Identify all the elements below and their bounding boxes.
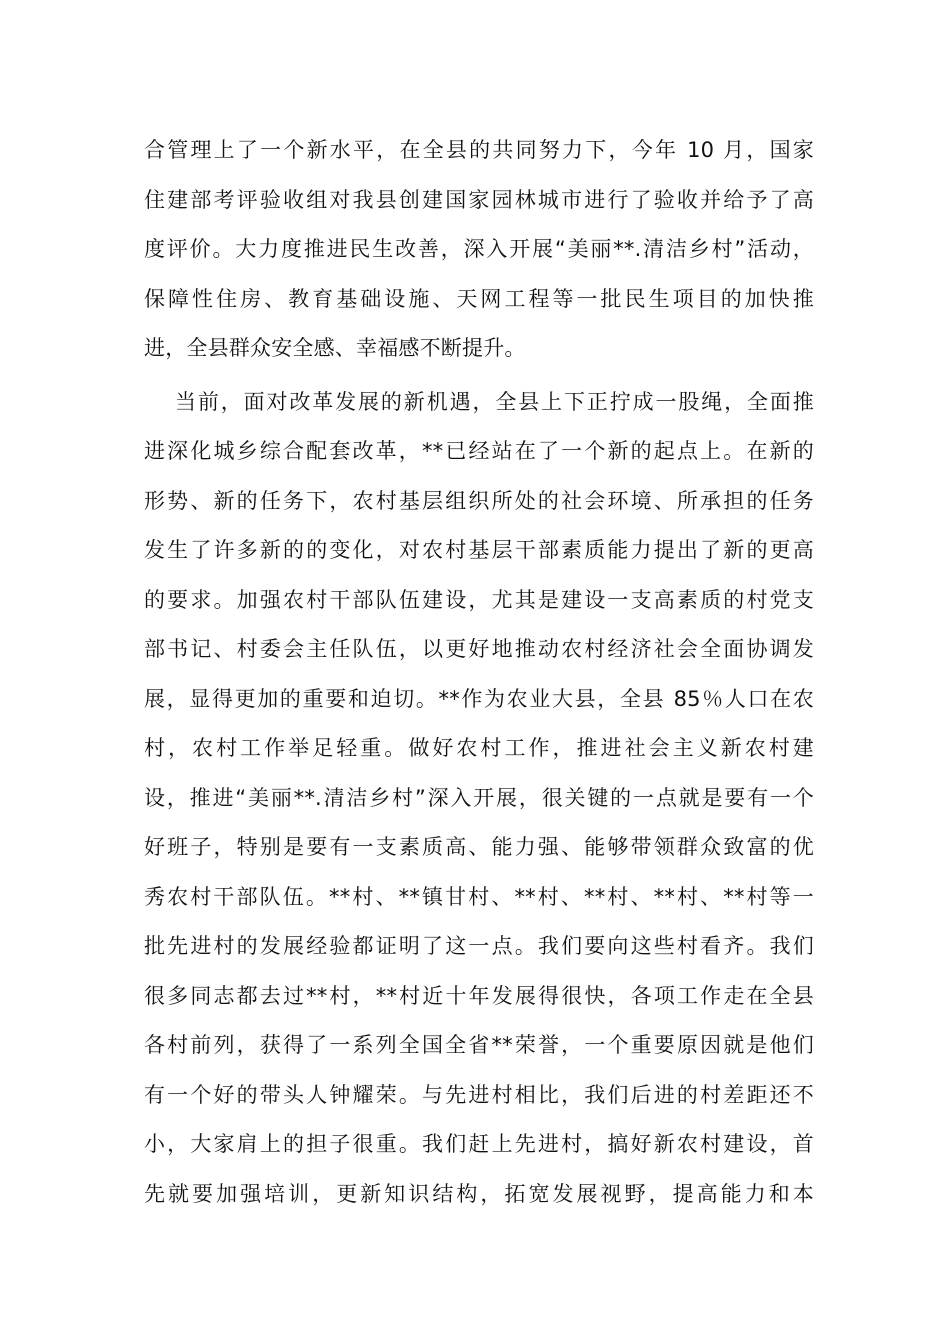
paragraph-2	[144, 378, 814, 1220]
text-line: 秀农村干部队伍。**村、**镇甘村、**村、**村、**村、**村等一	[144, 884, 814, 909]
text-line: 保障性住房、教育基础设施、天网工程等一批民生项目的加快推	[144, 286, 814, 311]
text-line: 度评价。大力度推进民生改善，深入开展“美丽**.清洁乡村”活动，	[144, 237, 814, 261]
text-line: 部书记、村委会主任队伍，以更好地推动农村经济社会全面协调发	[144, 637, 814, 661]
text-line: 好班子，特别是要有一支素质高、能力强、能够带领群众致富的优	[144, 835, 814, 859]
text-line: 住建部考评验收组对我县创建国家园林城市进行了验收并给予了高	[144, 187, 814, 212]
text-line: 进深化城乡综合配套改革，**已经站在了一个新的起点上。在新的	[144, 439, 814, 463]
body-text	[144, 126, 814, 1219]
text-line: 合管理上了一个新水平，在全县的共同努力下，今年 10 月，国家	[144, 138, 814, 162]
text-line: 展，显得更加的重要和迫切。**作为农业大县，全县 85％人口在农	[144, 686, 814, 711]
text-line: 有一个好的带头人钟耀荣。与先进村相比，我们后进的村差距还不	[144, 1082, 814, 1107]
text-line: 发生了许多新的的变化，对农村基层干部素质能力提出了新的更高	[144, 538, 814, 562]
text-line: 很多同志都去过**村，**村近十年发展得很快，各项工作走在全县	[144, 983, 814, 1008]
text-line: 进，全县群众安全感、幸福感不断提升。	[144, 336, 526, 360]
text-line: 的要求。加强农村干部队伍建设，尤其是建设一支高素质的村党支	[144, 587, 814, 612]
text-line: 批先进村的发展经验都证明了这一点。我们要向这些村看齐。我们	[144, 934, 814, 958]
paragraph-1	[144, 126, 814, 374]
text-line: 小，大家肩上的担子很重。我们赶上先进村，搞好新农村建设，首	[144, 1132, 814, 1156]
text-line: 当前，面对改革发展的新机遇，全县上下正拧成一股绳，全面推	[175, 389, 814, 414]
text-line: 村，农村工作举足轻重。做好农村工作，推进社会主义新农村建	[144, 736, 814, 760]
text-line: 先就要加强培训，更新知识结构，拓宽发展视野，提高能力和本	[144, 1181, 814, 1206]
text-line: 设，推进“美丽**.清洁乡村”深入开展，很关键的一点就是要有一个	[144, 785, 814, 810]
text-line: 各村前列，获得了一系列全国全省**荣誉，一个重要原因就是他们	[144, 1033, 814, 1057]
text-line: 形势、新的任务下，农村基层组织所处的社会环境、所承担的任务	[144, 488, 814, 513]
